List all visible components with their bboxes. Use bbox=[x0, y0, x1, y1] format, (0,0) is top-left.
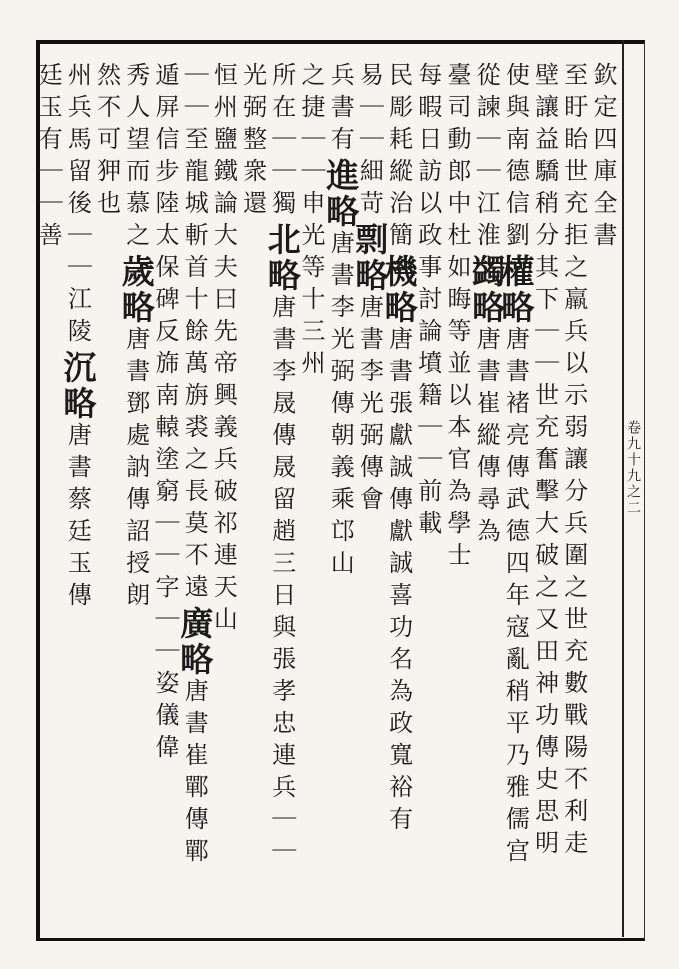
section-heading: 歲略 bbox=[116, 254, 156, 326]
text-column bbox=[379, 62, 419, 932]
text-column bbox=[496, 62, 536, 932]
text-column bbox=[58, 62, 98, 932]
text-column bbox=[413, 62, 443, 932]
text-segment: 欽定四庫全書 bbox=[589, 62, 617, 254]
text-segment: 秀人望而慕之 bbox=[121, 62, 150, 254]
text-segment: ｜｜至龍城斬首十餘萬旃裘之長莫不遠 bbox=[180, 62, 209, 606]
text-column bbox=[238, 62, 268, 932]
section-heading: 進略 bbox=[321, 158, 361, 230]
text-segment: 唐書李光弼傳朝義乘邙山 bbox=[326, 230, 355, 582]
text-segment: 恒州鹽鐵論大夫曰先帝興義兵破祁連天山 bbox=[209, 62, 238, 638]
text-column bbox=[150, 62, 180, 932]
text-column bbox=[296, 62, 326, 932]
text-column bbox=[530, 62, 560, 932]
text-segment: 唐書崔縱傳尋為 bbox=[472, 326, 501, 550]
text-column bbox=[588, 62, 618, 932]
section-heading: 北略 bbox=[262, 222, 302, 294]
text-column bbox=[321, 62, 361, 932]
text-column bbox=[92, 62, 122, 932]
text-segment: 唐書褚亮傳武德四年寇亂稍平乃雅儒宫 bbox=[501, 326, 530, 870]
text-segment: 然不可狎也 bbox=[92, 62, 121, 222]
text-segment: 之捷｜｜申光等十三州 bbox=[297, 62, 325, 382]
section-heading: 機略 bbox=[379, 254, 419, 326]
section-heading: 沉略 bbox=[58, 350, 98, 422]
text-segment: 州兵馬留後｜｜江陵 bbox=[63, 62, 92, 350]
text-column bbox=[33, 62, 63, 932]
text-segment: 唐書崔鄲傳鄲 bbox=[180, 678, 209, 870]
text-segment: 從諫｜｜江淮 bbox=[472, 62, 501, 254]
text-segment: 唐書鄧處訥傳詔授朗 bbox=[121, 326, 150, 614]
text-segment: 唐書張獻誠傳獻誠喜功名為政寬裕有 bbox=[384, 326, 413, 838]
text-segment: 民彫耗縱治簡 bbox=[384, 62, 413, 254]
text-column bbox=[262, 62, 302, 932]
text-segment: 字｜｜姿儀偉 bbox=[151, 574, 179, 766]
text-segment: 遁屏信步陸太保碑反旆南轅塗窮｜｜ bbox=[151, 62, 179, 574]
text-segment: 壁讓益驕稍分其下｜｜世充奮擊大破之又田神功傳史思明 bbox=[530, 62, 559, 862]
text-segment: 所在｜｜獨 bbox=[267, 62, 296, 222]
section-heading: 蠲略 bbox=[467, 254, 507, 326]
section-heading: 剽略 bbox=[350, 222, 390, 294]
text-column bbox=[559, 62, 589, 932]
margin-note: 卷九十九之二 bbox=[625, 420, 641, 516]
section-heading: 廣略 bbox=[175, 606, 215, 678]
text-segment: 唐書李晟傳晟留趙三日與張孝忠連兵｜｜ bbox=[267, 294, 296, 870]
text-column bbox=[175, 62, 215, 932]
text-column bbox=[116, 62, 156, 932]
text-segment: 唐書蔡廷玉傳 bbox=[63, 422, 92, 614]
text-column bbox=[467, 62, 507, 932]
text-column bbox=[208, 62, 238, 932]
text-segment: 易｜｜細苛 bbox=[355, 62, 384, 222]
text-segment: 至盱眙世充拒之羸兵以示弱讓分兵圍之世充數戰陽不利走 bbox=[559, 62, 588, 862]
text-segment: 唐書李光弼傳會 bbox=[355, 294, 384, 518]
text-segment: 廷玉有｜｜善 bbox=[34, 62, 63, 254]
section-heading: 權略 bbox=[496, 254, 536, 326]
text-segment: 光弼整衆還 bbox=[238, 62, 267, 222]
text-segment: 每暇日訪以政事討論墳籍｜｜前載 bbox=[413, 62, 442, 542]
text-segment: 臺司動郎中杜如晦等並以本官為學士 bbox=[443, 62, 471, 574]
text-column bbox=[442, 62, 472, 932]
text-segment: 使與南德信劉 bbox=[501, 62, 530, 254]
text-segment: 兵書有 bbox=[326, 62, 355, 158]
